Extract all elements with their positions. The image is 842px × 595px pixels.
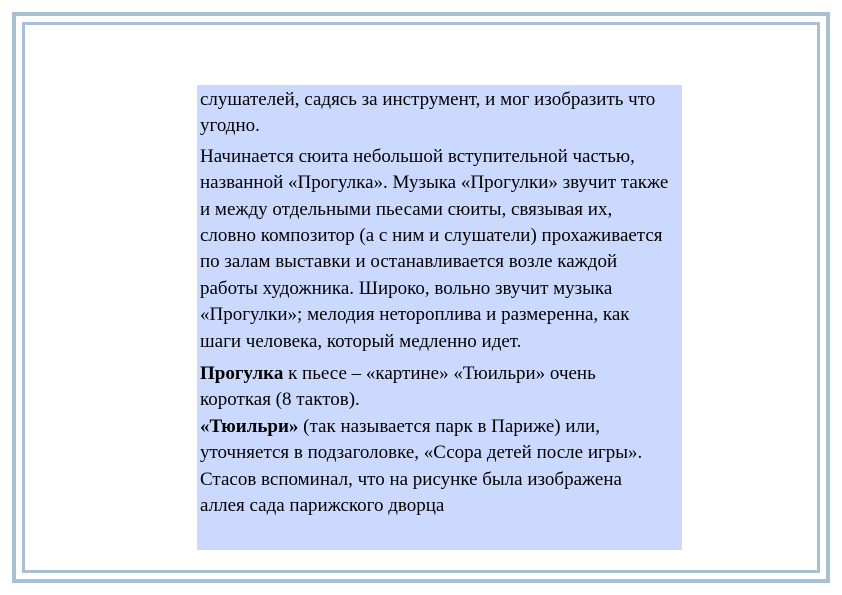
paragraph-promenade [200, 361, 670, 414]
paragraph-tuileries-lead: «Тюильри» [200, 415, 299, 437]
paragraph-intro-text: слушателей, садясь за инструмент, и мог изобразить что угодно. [200, 89, 656, 137]
paragraph-promenade-text: к пьесе – «картине» «Тюильри» очень короткая (8 тактов). [200, 363, 596, 411]
paragraph-tuileries [200, 414, 670, 520]
paragraph-suite-opening [200, 144, 670, 355]
paragraph-promenade-lead: Прогулка [200, 363, 284, 385]
paragraph-suite-opening-text: Начинается сюита небольшой вступительной частью, названной «Прогулка». Музыка «Прогулки» звучит также и между отдельными пьесами сюиты, связывая их, словно композитор (а с ним и слушатели) прохаживается по залам выставки и останавливается возле каждой работы художника. Широко, вольно звучит музыка «Прогулки»; мелодия нетороплива и размеренна, как шаги человека, который медленно идет. [200, 145, 669, 352]
paragraph-tuileries-text: (так называется парк в Париже) или, уточняется в подзаголовке, «Ссора детей после игры». Стасов вспоминал, что на рисунке была изображена аллея сада парижского дворца [200, 415, 643, 517]
text-box [197, 85, 682, 550]
paragraph-intro [200, 87, 670, 140]
